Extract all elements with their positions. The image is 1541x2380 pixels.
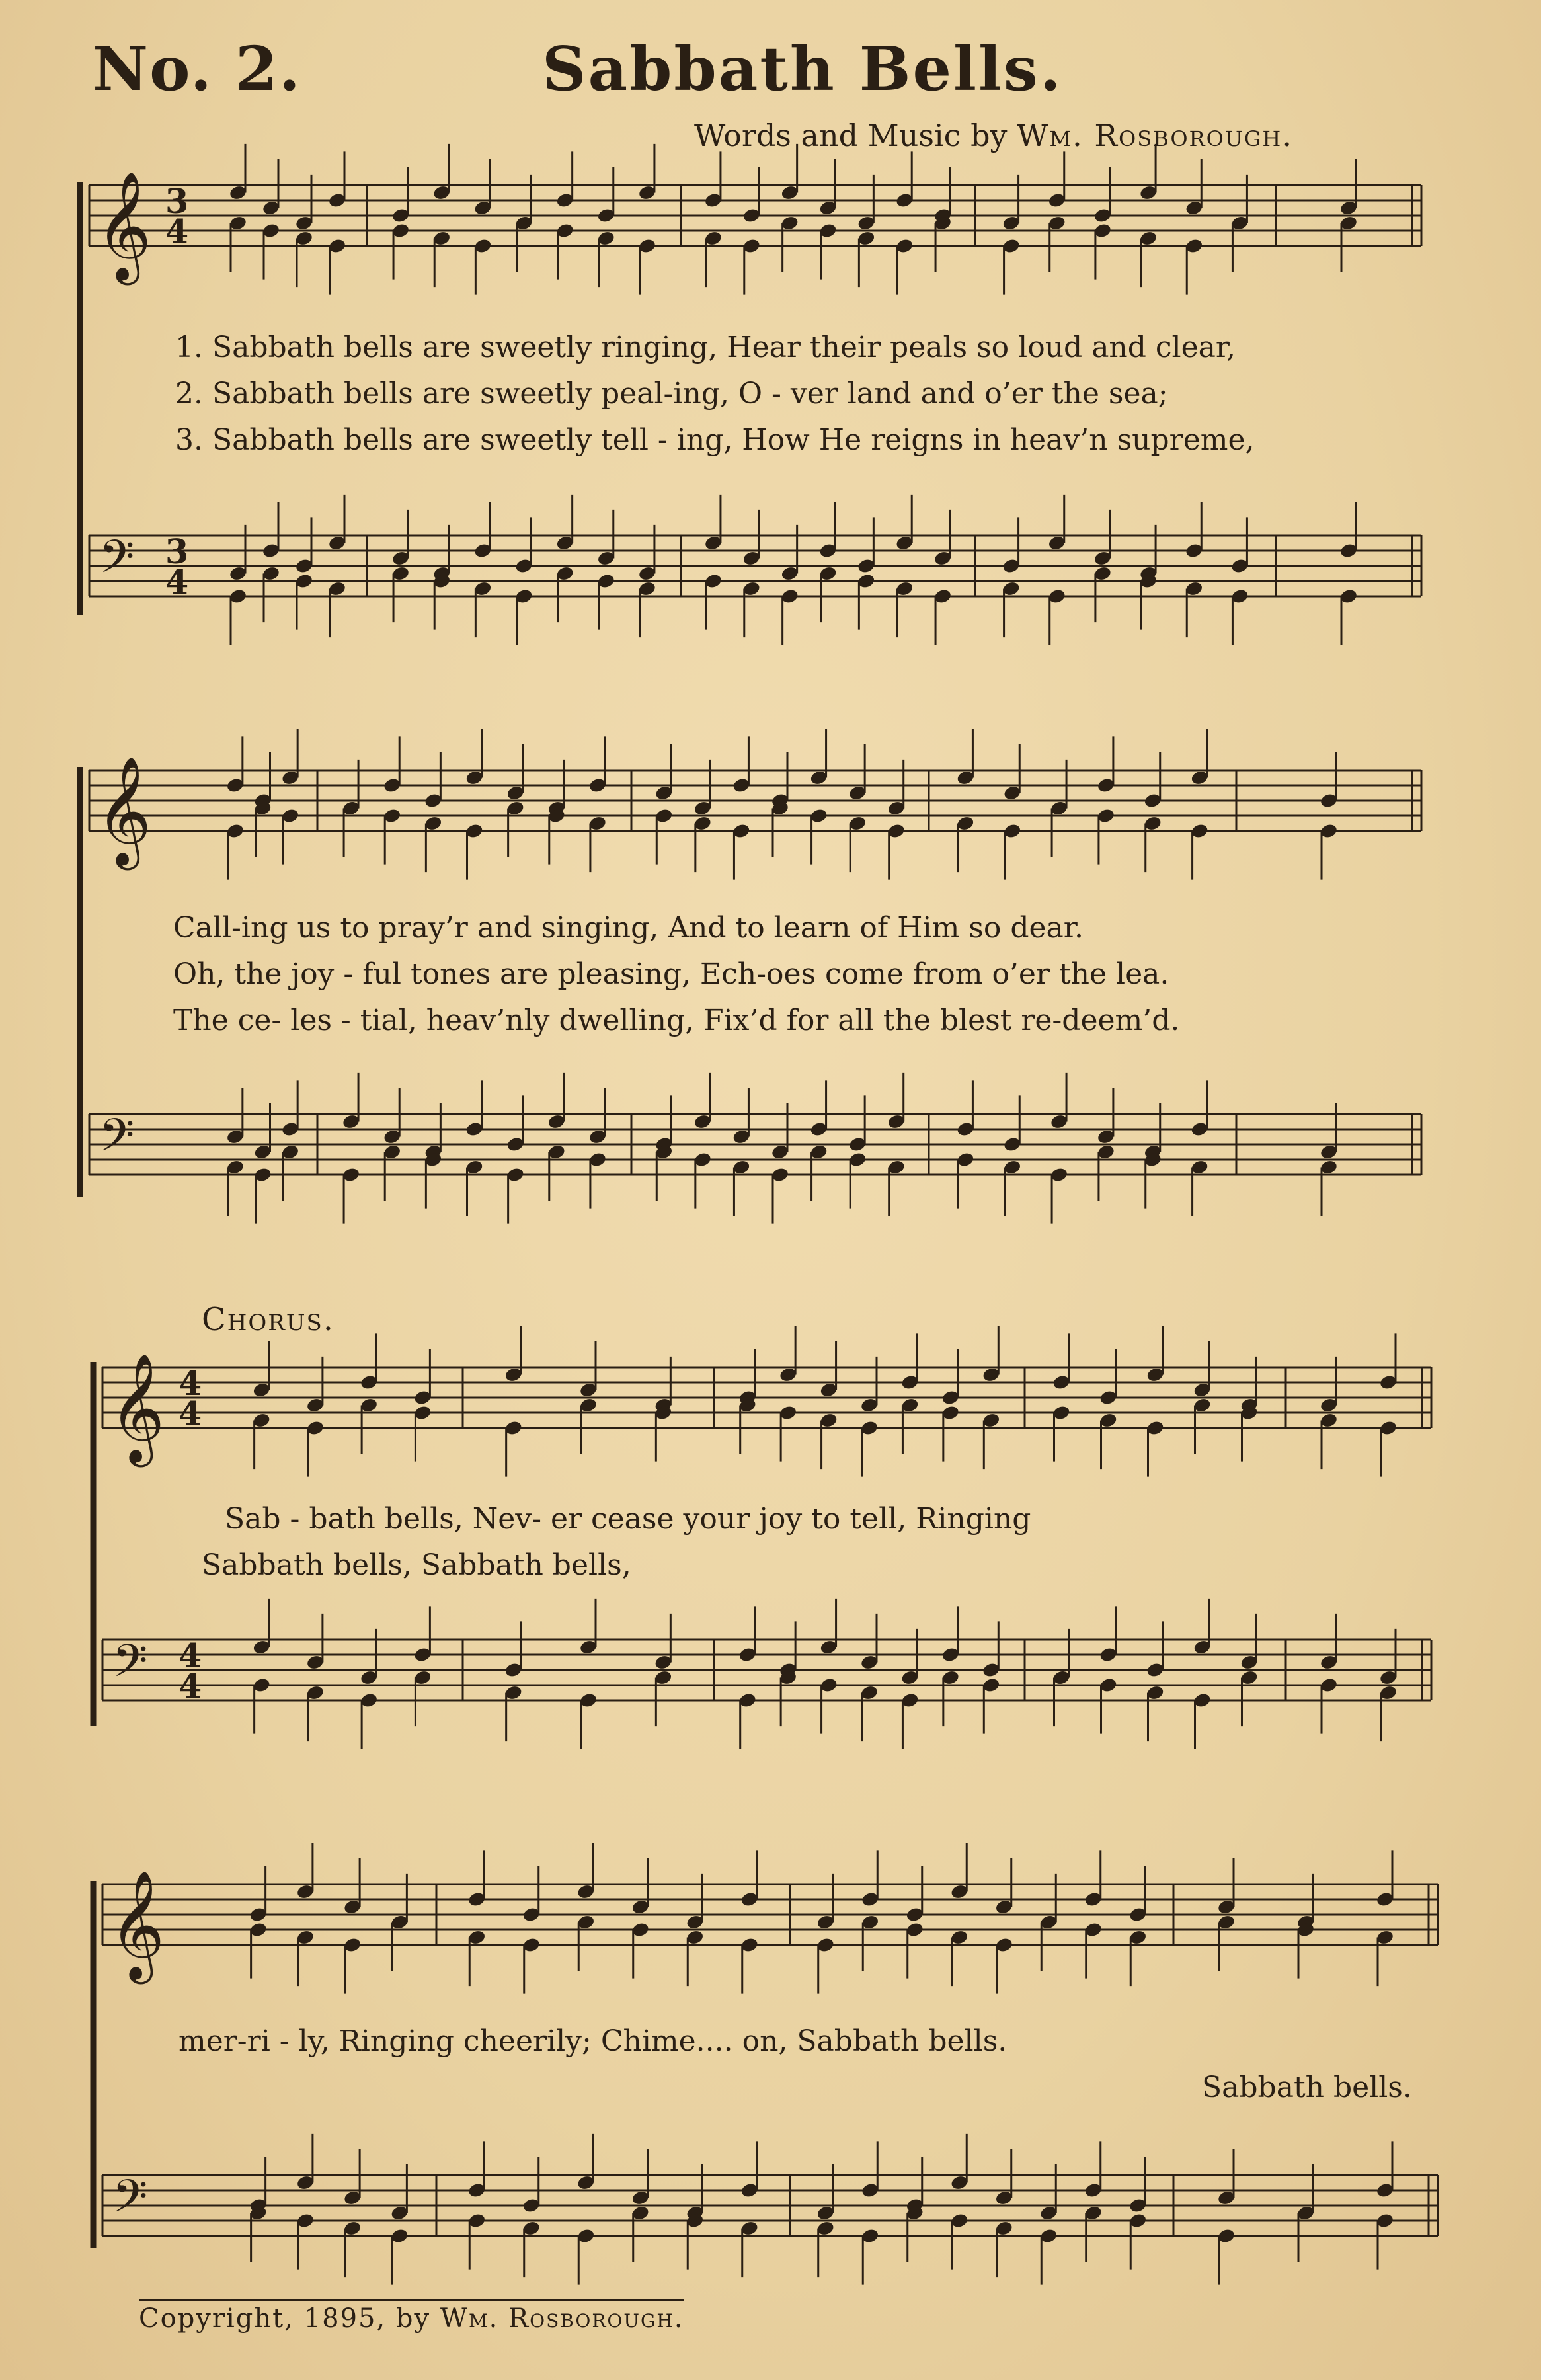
chorus-lyric-1-lower: Sabbath bells, Sabbath bells, — [202, 1548, 631, 1582]
hymn-number: No. 2. — [93, 33, 301, 104]
chorus-label: Chorus. — [202, 1301, 335, 1338]
verse-1-line-2: Call-ing us to pray’r and singing, And to learn of Him so dear. — [173, 911, 1084, 945]
system-3-bass-clef: 𝄢 — [112, 1634, 148, 1698]
system-1-bass-time-bottom: 4 — [165, 562, 189, 602]
credit-prefix: Words and Music by — [694, 118, 1008, 153]
copyright-footer — [139, 2299, 684, 2334]
chorus-lyric-2-lower: Sabbath bells. — [1202, 2071, 1412, 2104]
chorus-lyric-1-upper: Sab - bath bells, Nev- er cease your joy to tell, Ringing — [225, 1502, 1031, 1536]
copyright-prefix: Copyright, 1895, by — [139, 2303, 431, 2334]
chorus-lyric-2-upper: mer-ri - ly, Ringing cheerily; Chime.... on, Sabbath bells. — [178, 2024, 1008, 2058]
system-1-bass-clef: 𝄢 — [99, 530, 135, 594]
system-3-bass-time-bottom: 4 — [178, 1666, 202, 1706]
verse-2-line-1: 2. Sabbath bells are sweetly peal-ing, O - ver land and o’er the sea; — [175, 377, 1168, 411]
verse-1-line-1: 1. Sabbath bells are sweetly ringing, Hear their peals so loud and clear, — [175, 331, 1236, 364]
system-3-treble-time-top: 4 — [178, 1363, 202, 1403]
system-4-bass-clef: 𝄢 — [112, 2170, 148, 2234]
verse-2-line-2: Oh, the joy - ful tones are pleasing, Ech-oes come from o’er the lea. — [173, 957, 1169, 991]
system-1-treble-clef: 𝄞 — [96, 171, 152, 280]
copyright-author: Wm. Rosborough. — [440, 2303, 684, 2334]
system-3-treble-clef: 𝄞 — [109, 1353, 165, 1462]
system-4-treble-clef: 𝄞 — [109, 1870, 165, 1979]
system-1-bass-time-top: 3 — [165, 532, 189, 571]
system-3-treble-time-bottom: 4 — [178, 1394, 202, 1433]
system-3-bass-time-top: 4 — [178, 1636, 202, 1675]
system-2-bass-clef: 𝄢 — [99, 1109, 135, 1173]
verse-3-line-2: The ce- les - tial, heav’nly dwelling, Fix’d for all the blest re-deem’d. — [173, 1004, 1180, 1037]
system-2-treble-clef: 𝄞 — [96, 756, 152, 865]
system-1-treble-time-bottom: 4 — [165, 212, 189, 251]
hymn-title: Sabbath Bells. — [542, 33, 1063, 104]
verse-3-line-1: 3. Sabbath bells are sweetly tell - ing, How He reigns in heav’n supreme, — [175, 423, 1255, 457]
credit-author: Wm. Rosborough. — [1017, 118, 1293, 153]
system-1-treble-time-top: 3 — [165, 181, 189, 221]
